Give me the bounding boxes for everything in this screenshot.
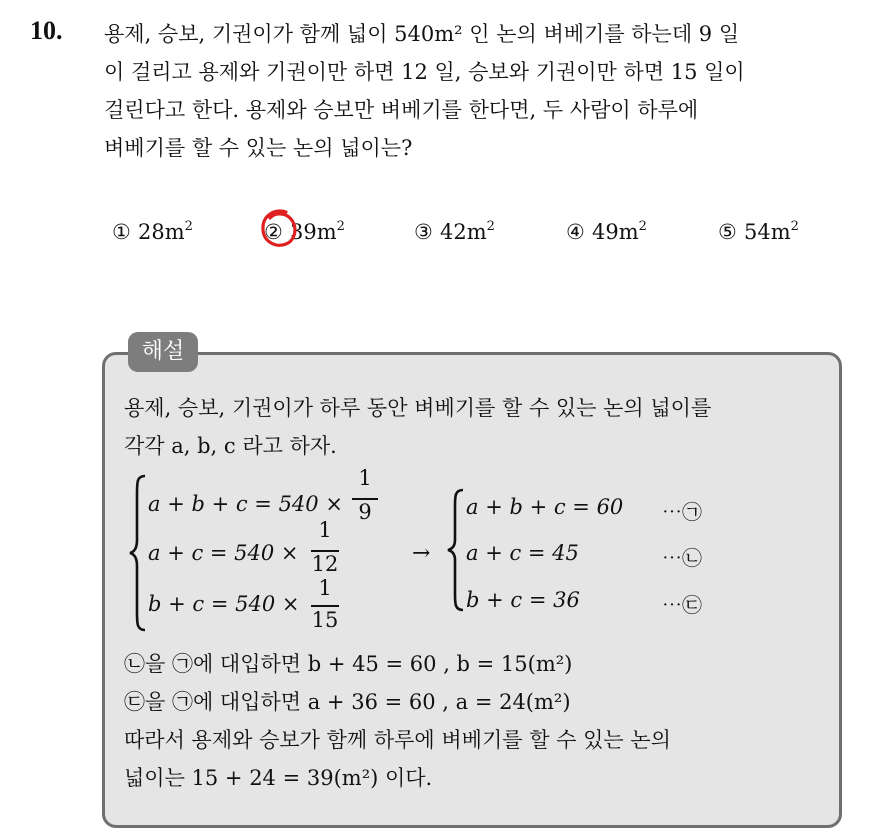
fraction-denominator: 12 [311,552,339,576]
choice-exponent: 2 [486,219,495,234]
left-brace-icon [128,474,148,632]
solution-intro-1: 용제, 승보, 기권이가 하루 동안 벼베기를 할 수 있는 논의 넓이를 [124,396,712,420]
choice-number: ② [264,220,283,244]
choice-exponent: 2 [336,219,345,234]
fraction-denominator: 9 [358,500,372,524]
choice-value: 54m [744,220,791,244]
choice-exponent: 2 [790,219,799,234]
fraction-numerator: 1 [318,576,332,600]
equation-tag-2: ⋯㉡ [662,546,702,570]
choice-number: ③ [414,220,433,244]
question-line-3: 걸린다고 한다. 용제와 승보만 벼베기를 한다면, 두 사람이 하루에 [104,98,699,122]
question-number: 10. [30,16,63,45]
question-line-2: 이 걸리고 용제와 기권이만 하면 12 일, 승보와 기권이만 하면 15 일이 [104,60,745,84]
choice-value: 39m [290,220,337,244]
system-left-eq-2: a + c = 540 × [148,541,299,565]
question-line-1: 용제, 승보, 기권이가 함께 넓이 540m² 인 논의 벼베기를 하는데 9 일 [104,22,740,46]
choice-value: 28m [138,220,185,244]
question-line-4: 벼베기를 할 수 있는 논의 넓이는? [104,136,413,160]
choice-2[interactable] [264,220,345,244]
answer-choices [0,220,884,260]
system-right-eq-3: b + c = 36 [466,588,580,612]
equation-tag-3: ⋯㉢ [662,593,702,617]
solution-step-4: 넓이는 15 + 24 = 39(m²) 이다. [124,766,433,790]
fraction-bar [311,605,339,607]
equation-tag-1: ⋯㉠ [662,500,702,524]
choice-1[interactable] [112,220,193,244]
choice-number: ④ [566,220,585,244]
solution-intro-2: 각각 a, b, c 라고 하자. [124,434,337,458]
system-left-eq-3: b + c = 540 × [148,592,300,616]
choice-number: ⑤ [718,220,737,244]
choice-5[interactable] [718,220,799,244]
solution-step-2: ㉢을 ㉠에 대입하면 a + 36 = 60 , a = 24(m²) [124,690,571,714]
fraction-denominator: 15 [311,608,339,632]
choice-exponent: 2 [638,219,647,234]
right-brace-icon [446,488,466,612]
choice-value: 42m [440,220,487,244]
arrow: → [412,541,431,566]
system-left-eq-1: a + b + c = 540 × [148,492,343,516]
choice-number: ① [112,220,131,244]
choice-value: 49m [592,220,639,244]
choice-3[interactable] [414,220,495,244]
solution-step-1: ㉡을 ㉠에 대입하면 b + 45 = 60 , b = 15(m²) [124,652,573,676]
solution-step-3: 따라서 용제와 승보가 함께 하루에 벼베기를 할 수 있는 논의 [124,728,671,752]
choice-4[interactable] [566,220,647,244]
fraction-numerator: 1 [358,466,372,490]
system-right-eq-1: a + b + c = 60 [466,495,624,519]
fraction-numerator: 1 [318,518,332,542]
choice-exponent: 2 [184,219,193,234]
solution-label: 해설 [128,332,198,372]
system-right-eq-2: a + c = 45 [466,541,579,565]
